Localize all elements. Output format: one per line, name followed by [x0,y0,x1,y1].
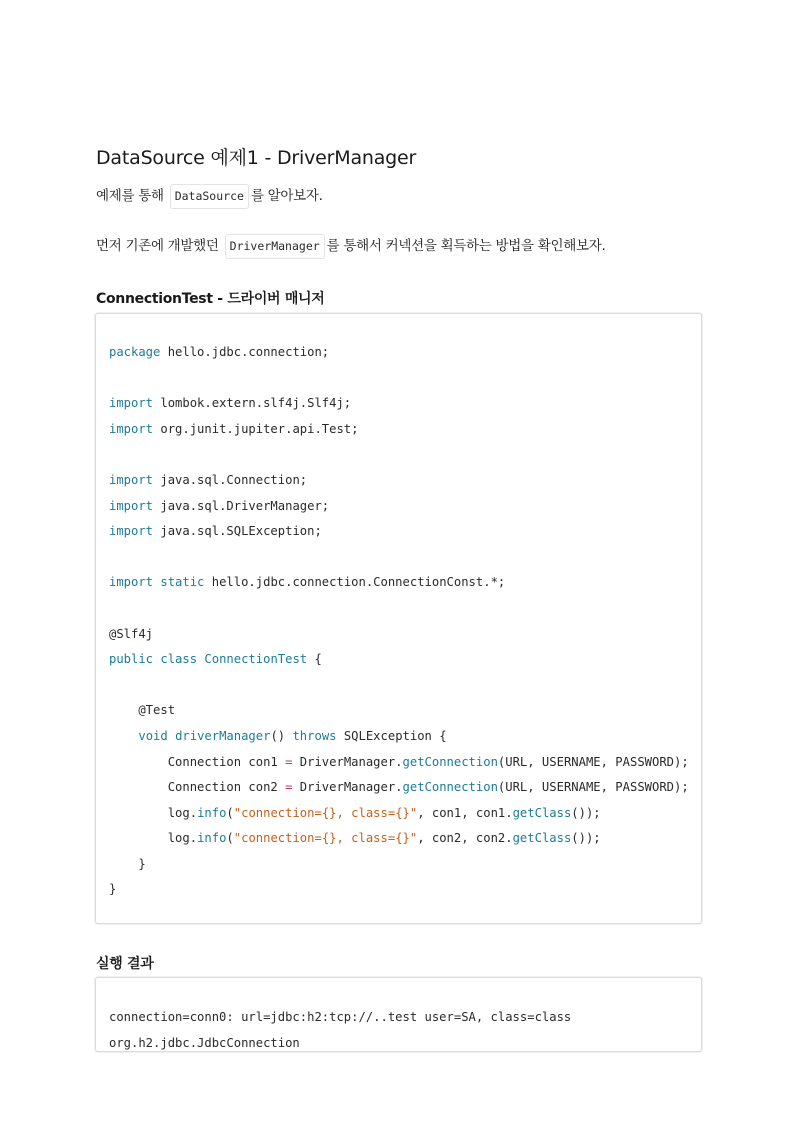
page-title: DataSource 예제1 - DriverManager [96,147,417,169]
code-token: org.junit.jupiter.api.Test; [153,421,359,436]
code-token: java.sql.SQLException; [153,524,322,539]
code-token: log. [109,805,198,820]
code-line [109,698,701,724]
code-line [109,570,701,596]
code-token-fn: getConnection [402,754,498,769]
code-token-fn: driverManager [175,728,271,743]
description-text-before: 먼저 기존에 개발했던 [96,238,223,254]
intro-text-after: 를 알아보자. [250,188,323,204]
code-token-kw: import [109,421,154,436]
code-line [109,468,701,494]
code-token-kw: import [109,524,154,539]
code-line [109,545,701,571]
code-token: (URL, USERNAME, PASSWORD); [497,754,689,769]
code-token-kw: import [109,472,154,487]
code-line [109,519,701,545]
code-line [109,826,701,852]
code-token: java.sql.Connection; [153,472,308,487]
code-line [109,852,701,878]
code-token: hello.jdbc.connection; [160,345,330,359]
code-token: Connection con1 [109,754,286,769]
code-line [109,724,701,750]
code-token: ()); [571,805,601,820]
code-token-kw: public [109,652,154,667]
code-line [109,340,701,366]
code-token: () [270,728,293,743]
code-token: ()); [571,831,601,846]
result-line: connection=conn0: url=jdbc:h2:tcp://..test user=SA, class=class [109,1010,572,1024]
code-line [109,775,701,801]
code-token-op: = [285,754,293,769]
code-token-fn: getClass [512,831,572,846]
code-token: lombok.extern.slf4j.Slf4j; [153,396,352,411]
code-token-ann: @Test [109,703,176,718]
code-token-kw: throws [292,728,337,743]
result-line: org.h2.jdbc.JdbcConnection [109,1035,300,1050]
code-line [109,494,701,520]
code-token [109,729,138,743]
code-token-kw: static [160,575,205,590]
code-token: } [109,882,117,897]
code-line [109,442,701,468]
code-line [109,801,701,827]
code-token-op: = [285,780,293,795]
code-token-kw: import [109,498,154,513]
code-heading: ConnectionTest - 드라이버 매니저 [96,291,325,307]
code-token-fn: info [197,805,227,820]
description-paragraph [96,233,605,259]
code-token: DriverManager. [292,780,403,795]
code-token: hello.jdbc.connection.ConnectionConst.*; [204,575,506,590]
code-token [168,729,175,743]
code-token: DriverManager. [292,754,403,769]
intro-text-before: 예제를 통해 [96,188,168,204]
code-token-fn: info [197,831,227,846]
code-block-connection-test[interactable] [95,313,702,924]
code-token-fn: getClass [512,805,572,820]
code-token-str: "connection={}, class={}" [233,805,418,820]
code-line [109,877,701,903]
code-token: } [109,856,146,871]
code-token: java.sql.DriverManager; [153,498,330,513]
code-line [109,366,701,392]
code-token: (URL, USERNAME, PASSWORD); [497,780,689,795]
code-token: log. [109,831,198,846]
code-token-cls: ConnectionTest [204,652,308,667]
code-line [109,750,701,776]
code-token-kw: import [109,396,154,411]
code-token: ( [226,805,234,820]
code-token: , con2, con2. [417,831,513,846]
code-token: { [307,652,322,667]
code-token-kw: package [109,345,161,359]
code-line [109,417,701,443]
code-token-fn: getConnection [402,780,498,795]
intro-paragraph [96,183,323,209]
code-line [109,391,701,417]
inline-code-datasource: DataSource [170,184,249,209]
code-line [109,673,701,699]
code-token: Connection con2 [109,780,286,795]
description-text-after: 를 통해서 커넥션을 획득하는 방법을 확인해보자. [326,238,606,254]
inline-code-drivermanager: DriverManager [225,234,325,259]
code-line [109,647,701,673]
code-token: SQLException { [336,728,447,743]
code-block-result[interactable] [95,977,702,1052]
code-token-kw: import [109,575,154,590]
result-heading: 실행 결과 [96,956,154,972]
code-token-kw: void [138,728,168,743]
code-token-kw: class [160,652,198,667]
code-token: , con1, con1. [417,805,513,820]
code-token: ( [226,831,234,846]
code-token-str: "connection={}, class={}" [233,831,418,846]
code-line [109,622,701,648]
code-line [109,596,701,622]
code-token-ann: @Slf4j [109,626,154,641]
